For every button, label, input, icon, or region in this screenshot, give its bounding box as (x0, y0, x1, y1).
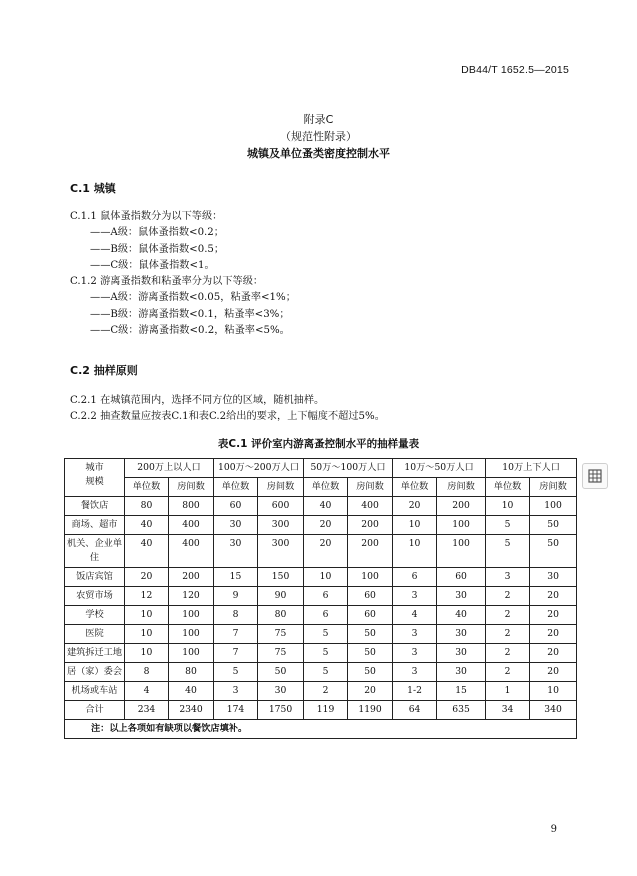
table-cell: 200 (348, 516, 393, 535)
table-cell: 3 (486, 568, 530, 587)
table-cell: 30 (437, 663, 486, 682)
table-cell: 5 (304, 625, 348, 644)
table-cell: 2 (486, 663, 530, 682)
corner-cell (65, 459, 125, 497)
table-cell: 1 (486, 682, 530, 701)
sampling-table (64, 458, 577, 739)
clause-line: ——C级：鼠体蚤指数<1。 (90, 259, 215, 271)
table-cell: 3 (393, 644, 437, 663)
clause-line: ——B级：鼠体蚤指数<0.5； (90, 243, 225, 255)
table-cell: 90 (258, 587, 304, 606)
table-cell: 30 (437, 625, 486, 644)
table-cell: 234 (125, 701, 169, 720)
table-cell: 6 (304, 587, 348, 606)
table-cell: 5 (304, 663, 348, 682)
clause-c11: C.1.1 鼠体蚤指数分为以下等级： (70, 211, 223, 222)
table-cell: 4 (125, 682, 169, 701)
table-cell: 20 (304, 516, 348, 535)
table-cell: 20 (530, 625, 577, 644)
corner-top-label: 城市 (85, 462, 104, 473)
group-header: 200万上以人口 (125, 459, 214, 478)
table-cell: 150 (258, 568, 304, 587)
table-cell: 3 (214, 682, 258, 701)
table-row (65, 497, 577, 516)
row-label: 居（家）委会 (65, 663, 125, 682)
table-cell: 10 (125, 644, 169, 663)
table-cell: 7 (214, 625, 258, 644)
table-cell: 10 (125, 625, 169, 644)
row-label: 合计 (65, 701, 125, 720)
table-cell: 100 (437, 516, 486, 535)
table-cell: 20 (125, 568, 169, 587)
table-cell: 600 (258, 497, 304, 516)
group-header: 10万～50万人口 (393, 459, 486, 478)
clause-c12: C.1.2 游离蚤指数和粘蚤率分为以下等级： (70, 276, 264, 288)
table-cell: 10 (393, 535, 437, 568)
subheader-cell: 房间数 (348, 478, 393, 497)
table-cell: 20 (304, 535, 348, 568)
clause-c21: C.2.1 在城镇范围内，选择不同方位的区域，随机抽样。 (70, 395, 325, 406)
table-cell: 80 (258, 606, 304, 625)
row-label: 商场、超市 (65, 516, 125, 535)
table-cell: 100 (348, 568, 393, 587)
appendix-name: 城镇及单位蚤类密度控制水平 (247, 147, 390, 160)
subheader-cell: 单位数 (304, 478, 348, 497)
table-cell: 20 (530, 644, 577, 663)
table-cell: 3 (393, 625, 437, 644)
corner-bottom-label: 规模 (85, 476, 104, 487)
row-label: 医院 (65, 625, 125, 644)
document-code: DB44/T 1652.5—2015 (461, 64, 569, 76)
table-cell: 20 (530, 606, 577, 625)
table-cell: 40 (125, 516, 169, 535)
section-c2-body (70, 393, 385, 426)
clause-line: ——C级：游离蚤指数<0.2，粘蚤率<5%。 (90, 325, 290, 337)
table-cell: 2 (486, 644, 530, 663)
row-label: 机场或车站 (65, 682, 125, 701)
table-cell: 10 (393, 516, 437, 535)
group-header: 100万～200万人口 (214, 459, 304, 478)
table-cell: 1750 (258, 701, 304, 720)
table-cell: 20 (393, 497, 437, 516)
table-cell: 50 (258, 663, 304, 682)
table-row (65, 568, 577, 587)
clause-c22: C.2.2 抽查数量应按表C.1和表C.2给出的要求，上下幅度不超过5%。 (70, 411, 385, 423)
table-cell: 15 (214, 568, 258, 587)
table-note-row (65, 720, 577, 739)
row-label: 建筑拆迁工地 (65, 644, 125, 663)
table-cell: 60 (348, 587, 393, 606)
table-cell: 5 (486, 535, 530, 568)
row-label: 学校 (65, 606, 125, 625)
table-cell: 50 (530, 535, 577, 568)
table-cell: 3 (393, 663, 437, 682)
table-subheader-row (65, 478, 577, 497)
table-note: 注：以上各项如有缺项以餐饮店填补。 (65, 720, 577, 739)
table-cell: 34 (486, 701, 530, 720)
table-row (65, 644, 577, 663)
table-cell: 200 (437, 497, 486, 516)
table-cell: 5 (304, 644, 348, 663)
table-body (65, 497, 577, 720)
table-cell: 64 (393, 701, 437, 720)
appendix-label: 附录C (303, 113, 334, 126)
subheader-cell: 单位数 (214, 478, 258, 497)
group-header: 10万上下人口 (486, 459, 577, 478)
table-cell: 9 (214, 587, 258, 606)
table-cell: 80 (125, 497, 169, 516)
subheader-cell: 单位数 (486, 478, 530, 497)
table-cell: 300 (258, 516, 304, 535)
clause-line: ——A级：鼠体蚤指数<0.2； (90, 227, 224, 239)
subheader-cell: 房间数 (169, 478, 214, 497)
table-cell: 40 (169, 682, 214, 701)
table-extract-icon[interactable] (582, 463, 608, 489)
table-cell: 60 (348, 606, 393, 625)
table-cell: 15 (437, 682, 486, 701)
table-cell: 40 (125, 535, 169, 568)
table-cell: 20 (348, 682, 393, 701)
table-cell: 8 (125, 663, 169, 682)
table-cell: 340 (530, 701, 577, 720)
clause-line: ——B级：游离蚤指数<0.1，粘蚤率<3%； (90, 308, 290, 320)
table-cell: 200 (169, 568, 214, 587)
table-cell: 6 (304, 606, 348, 625)
table-caption: 表C.1 评价室内游离蚤控制水平的抽样量表 (217, 438, 420, 450)
table-cell: 100 (169, 644, 214, 663)
table-cell: 50 (348, 625, 393, 644)
table-cell: 100 (530, 497, 577, 516)
table-cell: 2340 (169, 701, 214, 720)
table-cell: 8 (214, 606, 258, 625)
table-cell: 5 (486, 516, 530, 535)
table-cell: 400 (169, 535, 214, 568)
table-cell: 60 (214, 497, 258, 516)
table-cell: 10 (530, 682, 577, 701)
table-cell: 3 (393, 587, 437, 606)
table-cell: 30 (437, 587, 486, 606)
table-cell: 100 (169, 625, 214, 644)
table-cell: 2 (486, 625, 530, 644)
table-cell: 60 (437, 568, 486, 587)
table-cell: 2 (304, 682, 348, 701)
table-cell: 635 (437, 701, 486, 720)
table-cell: 120 (169, 587, 214, 606)
appendix-type: （规范性附录） (280, 130, 357, 143)
table-extract-icon-glyph (588, 469, 602, 483)
table-row (65, 606, 577, 625)
table-row (65, 701, 577, 720)
clause-line: ——A级：游离蚤指数<0.05，粘蚤率<1%； (90, 292, 296, 304)
table-row (65, 625, 577, 644)
table-cell: 50 (348, 644, 393, 663)
table-cell: 40 (437, 606, 486, 625)
table-cell: 400 (169, 516, 214, 535)
table-cell: 50 (348, 663, 393, 682)
table-cell: 4 (393, 606, 437, 625)
table-cell: 75 (258, 644, 304, 663)
subheader-cell: 单位数 (125, 478, 169, 497)
row-label: 餐饮店 (65, 497, 125, 516)
table-row (65, 682, 577, 701)
table-cell: 2 (486, 606, 530, 625)
row-label: 农贸市场 (65, 587, 125, 606)
table-cell: 400 (348, 497, 393, 516)
table-cell: 75 (258, 625, 304, 644)
group-header: 50万～100万人口 (304, 459, 393, 478)
table-cell: 100 (437, 535, 486, 568)
table-cell: 12 (125, 587, 169, 606)
table-cell: 1190 (348, 701, 393, 720)
table-cell: 7 (214, 644, 258, 663)
appendix-title-block (0, 111, 637, 162)
table-row (65, 663, 577, 682)
table-cell: 174 (214, 701, 258, 720)
table-cell: 800 (169, 497, 214, 516)
table-cell: 30 (437, 644, 486, 663)
section-heading-c1: C.1 城镇 (70, 182, 116, 195)
table-cell: 100 (169, 606, 214, 625)
table-cell: 6 (393, 568, 437, 587)
table-cell: 30 (214, 535, 258, 568)
table-cell: 80 (169, 663, 214, 682)
table-cell: 10 (486, 497, 530, 516)
table-cell: 30 (530, 568, 577, 587)
subheader-cell: 单位数 (393, 478, 437, 497)
subheader-cell: 房间数 (258, 478, 304, 497)
table-row (65, 516, 577, 535)
page-number: 9 (550, 824, 557, 835)
section-heading-c2: C.2 抽样原则 (70, 364, 138, 377)
table-cell: 20 (530, 663, 577, 682)
subheader-cell: 房间数 (437, 478, 486, 497)
table-row (65, 535, 577, 568)
row-label: 机关、企业单住 (65, 535, 125, 568)
table-cell: 5 (214, 663, 258, 682)
row-label: 饭店宾馆 (65, 568, 125, 587)
table-cell: 40 (304, 497, 348, 516)
table-cell: 30 (214, 516, 258, 535)
table-row (65, 587, 577, 606)
table-header-row (65, 459, 577, 478)
table-cell: 2 (486, 587, 530, 606)
table-cell: 119 (304, 701, 348, 720)
table-cell: 30 (258, 682, 304, 701)
section-c1-body (70, 209, 296, 339)
table-cell: 20 (530, 587, 577, 606)
table-cell: 200 (348, 535, 393, 568)
table-cell: 300 (258, 535, 304, 568)
table-cell: 10 (125, 606, 169, 625)
table-cell: 10 (304, 568, 348, 587)
subheader-cell: 房间数 (530, 478, 577, 497)
table-cell: 50 (530, 516, 577, 535)
table-cell: 1-2 (393, 682, 437, 701)
